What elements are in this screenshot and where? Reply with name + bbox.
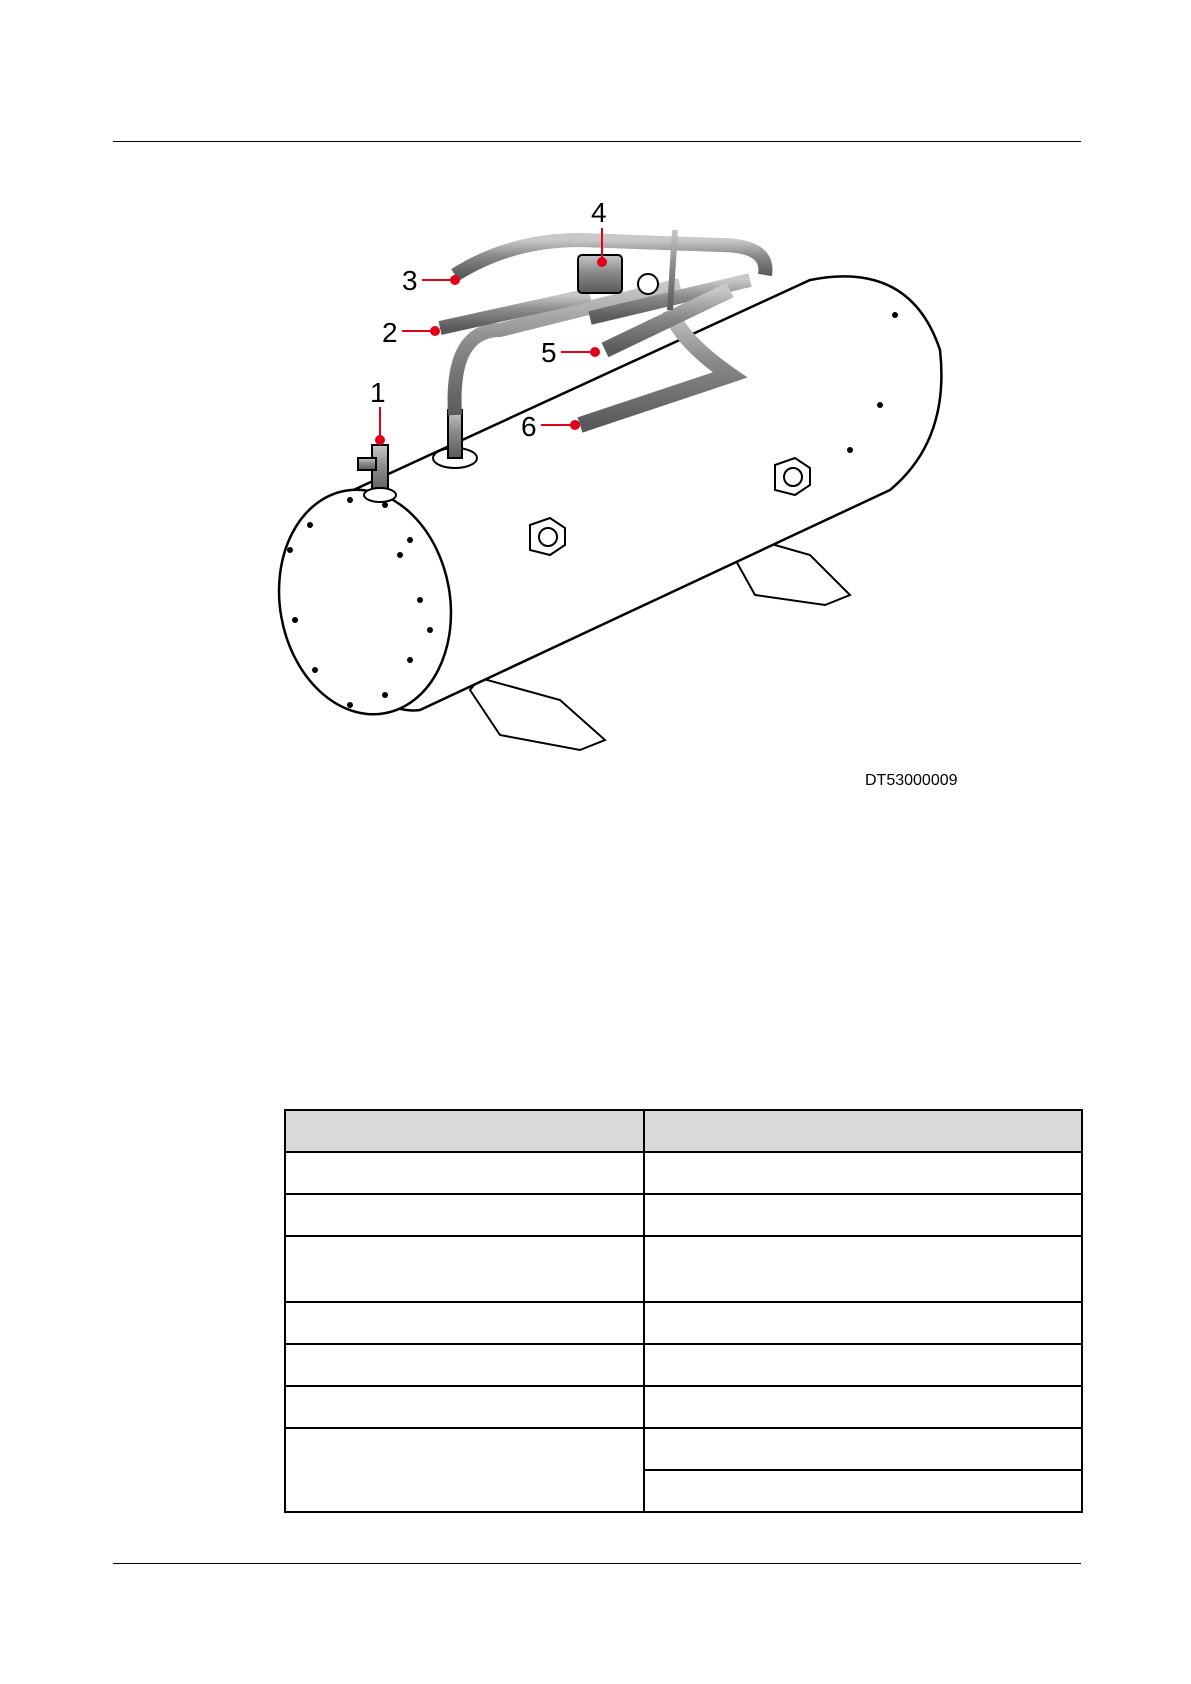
table-row: [285, 1344, 1082, 1386]
table-cell: [285, 1194, 644, 1236]
table-row: [285, 1236, 1082, 1302]
table-cell: [285, 1152, 644, 1194]
table-cell: [285, 1236, 644, 1302]
table-row: [285, 1428, 1082, 1470]
table-row: [285, 1152, 1082, 1194]
table-cell: [644, 1428, 1082, 1470]
tank-figure: [250, 200, 1010, 800]
table-cell: [285, 1344, 644, 1386]
table-row: [285, 1386, 1082, 1428]
footer-rule: [113, 1563, 1081, 1564]
callout-5: 5: [541, 337, 557, 368]
callout-1: 1: [370, 377, 386, 408]
table-row: [285, 1194, 1082, 1236]
valve-block: [578, 255, 658, 294]
table-row: [285, 1302, 1082, 1344]
table-cell: [285, 1386, 644, 1428]
table-header-cell: [285, 1110, 644, 1152]
callout-6: 6: [521, 411, 537, 442]
tank-illustration: [250, 200, 1010, 800]
table-cell: [644, 1470, 1082, 1512]
spec-table: [284, 1109, 1083, 1513]
table-cell: [644, 1194, 1082, 1236]
callout-4: 4: [591, 200, 607, 228]
figure-id: DT53000009: [865, 772, 958, 789]
table-cell: [644, 1152, 1082, 1194]
table-header-row: [285, 1110, 1082, 1152]
table-cell: [644, 1344, 1082, 1386]
tank-body: [262, 276, 942, 728]
header-rule: [113, 141, 1081, 142]
table-cell: [644, 1302, 1082, 1344]
table-cell: [644, 1386, 1082, 1428]
table-cell: [285, 1302, 644, 1344]
table-cell: [644, 1236, 1082, 1302]
table-cell: [285, 1428, 644, 1512]
callout-3: 3: [402, 265, 418, 296]
table-header-cell: [644, 1110, 1082, 1152]
callout-2: 2: [382, 317, 398, 348]
